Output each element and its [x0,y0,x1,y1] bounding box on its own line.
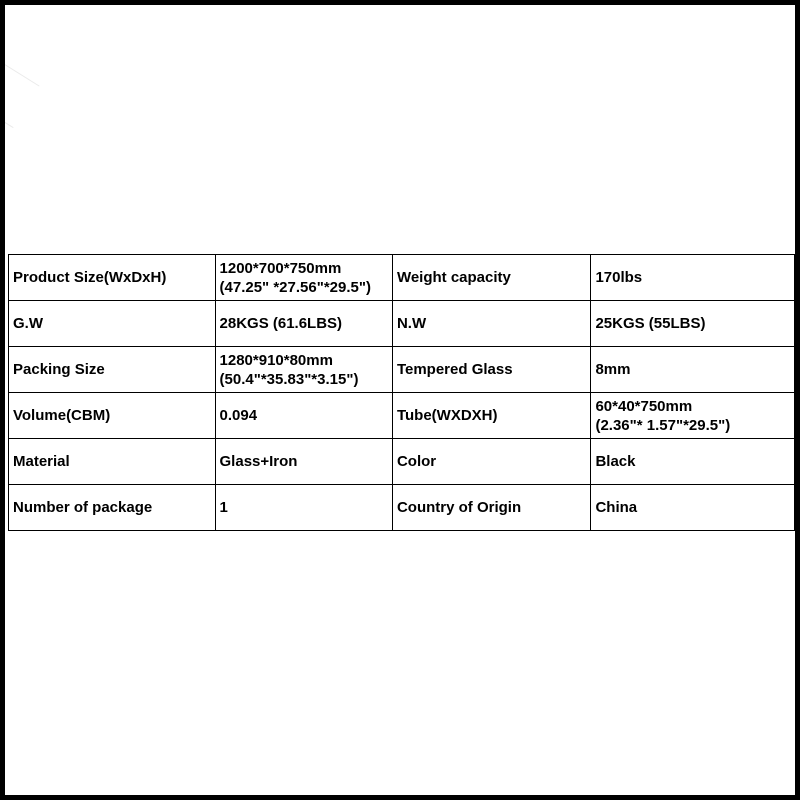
spec-value-line: 1280*910*80mm [219,351,333,369]
spec-label: Tube(WXDXH) [392,393,591,439]
spec-value-line: 60*40*750mm [595,397,693,415]
spec-label: Color [392,439,591,485]
spec-value [215,393,392,439]
spec-value-line: 0.094 [219,407,258,424]
spec-label: Country of Origin [392,485,591,531]
spec-value-line: 1 [219,499,228,516]
table-row [9,301,795,347]
spec-label: Number of package [9,485,216,531]
spec-value-line: China [595,499,638,516]
spec-label: G.W [9,301,216,347]
spec-value [591,301,795,347]
spec-value-line: 170lbs [595,269,643,286]
spec-label: Packing Size [9,347,216,393]
table-row [9,393,795,439]
spec-value [215,255,392,301]
spec-value-line: (47.25" *27.56"*29.5") [219,278,371,296]
spec-value-line: 25KGS (55LBS) [595,315,706,332]
table-row [9,485,795,531]
spec-label: Weight capacity [392,255,591,301]
spec-value-line: 28KGS (61.6LBS) [219,315,343,332]
spec-value [215,485,392,531]
spec-label: Tempered Glass [392,347,591,393]
spec-value-line: 8mm [595,361,631,378]
spec-label: N.W [392,301,591,347]
spec-label: Product Size(WxDxH) [9,255,216,301]
table-row [9,347,795,393]
spec-value [591,485,795,531]
spec-value-line: (2.36"* 1.57"*29.5") [595,416,731,434]
spec-value [591,439,795,485]
spec-value-line: (50.4"*35.83"*3.15") [219,370,359,388]
spec-value [215,439,392,485]
table-row [9,255,795,301]
product-spec-table [8,254,795,531]
spec-value-line: 1200*700*750mm [219,259,342,277]
spec-value-line: Black [595,453,636,470]
spec-label: Material [9,439,216,485]
table-row [9,439,795,485]
spec-value [215,301,392,347]
spec-value-line: Glass+Iron [219,453,298,470]
spec-value [215,347,392,393]
spec-value [591,255,795,301]
spec-label: Volume(CBM) [9,393,216,439]
spec-value [591,347,795,393]
show-through-ghost-table [0,0,65,294]
spec-value [591,393,795,439]
